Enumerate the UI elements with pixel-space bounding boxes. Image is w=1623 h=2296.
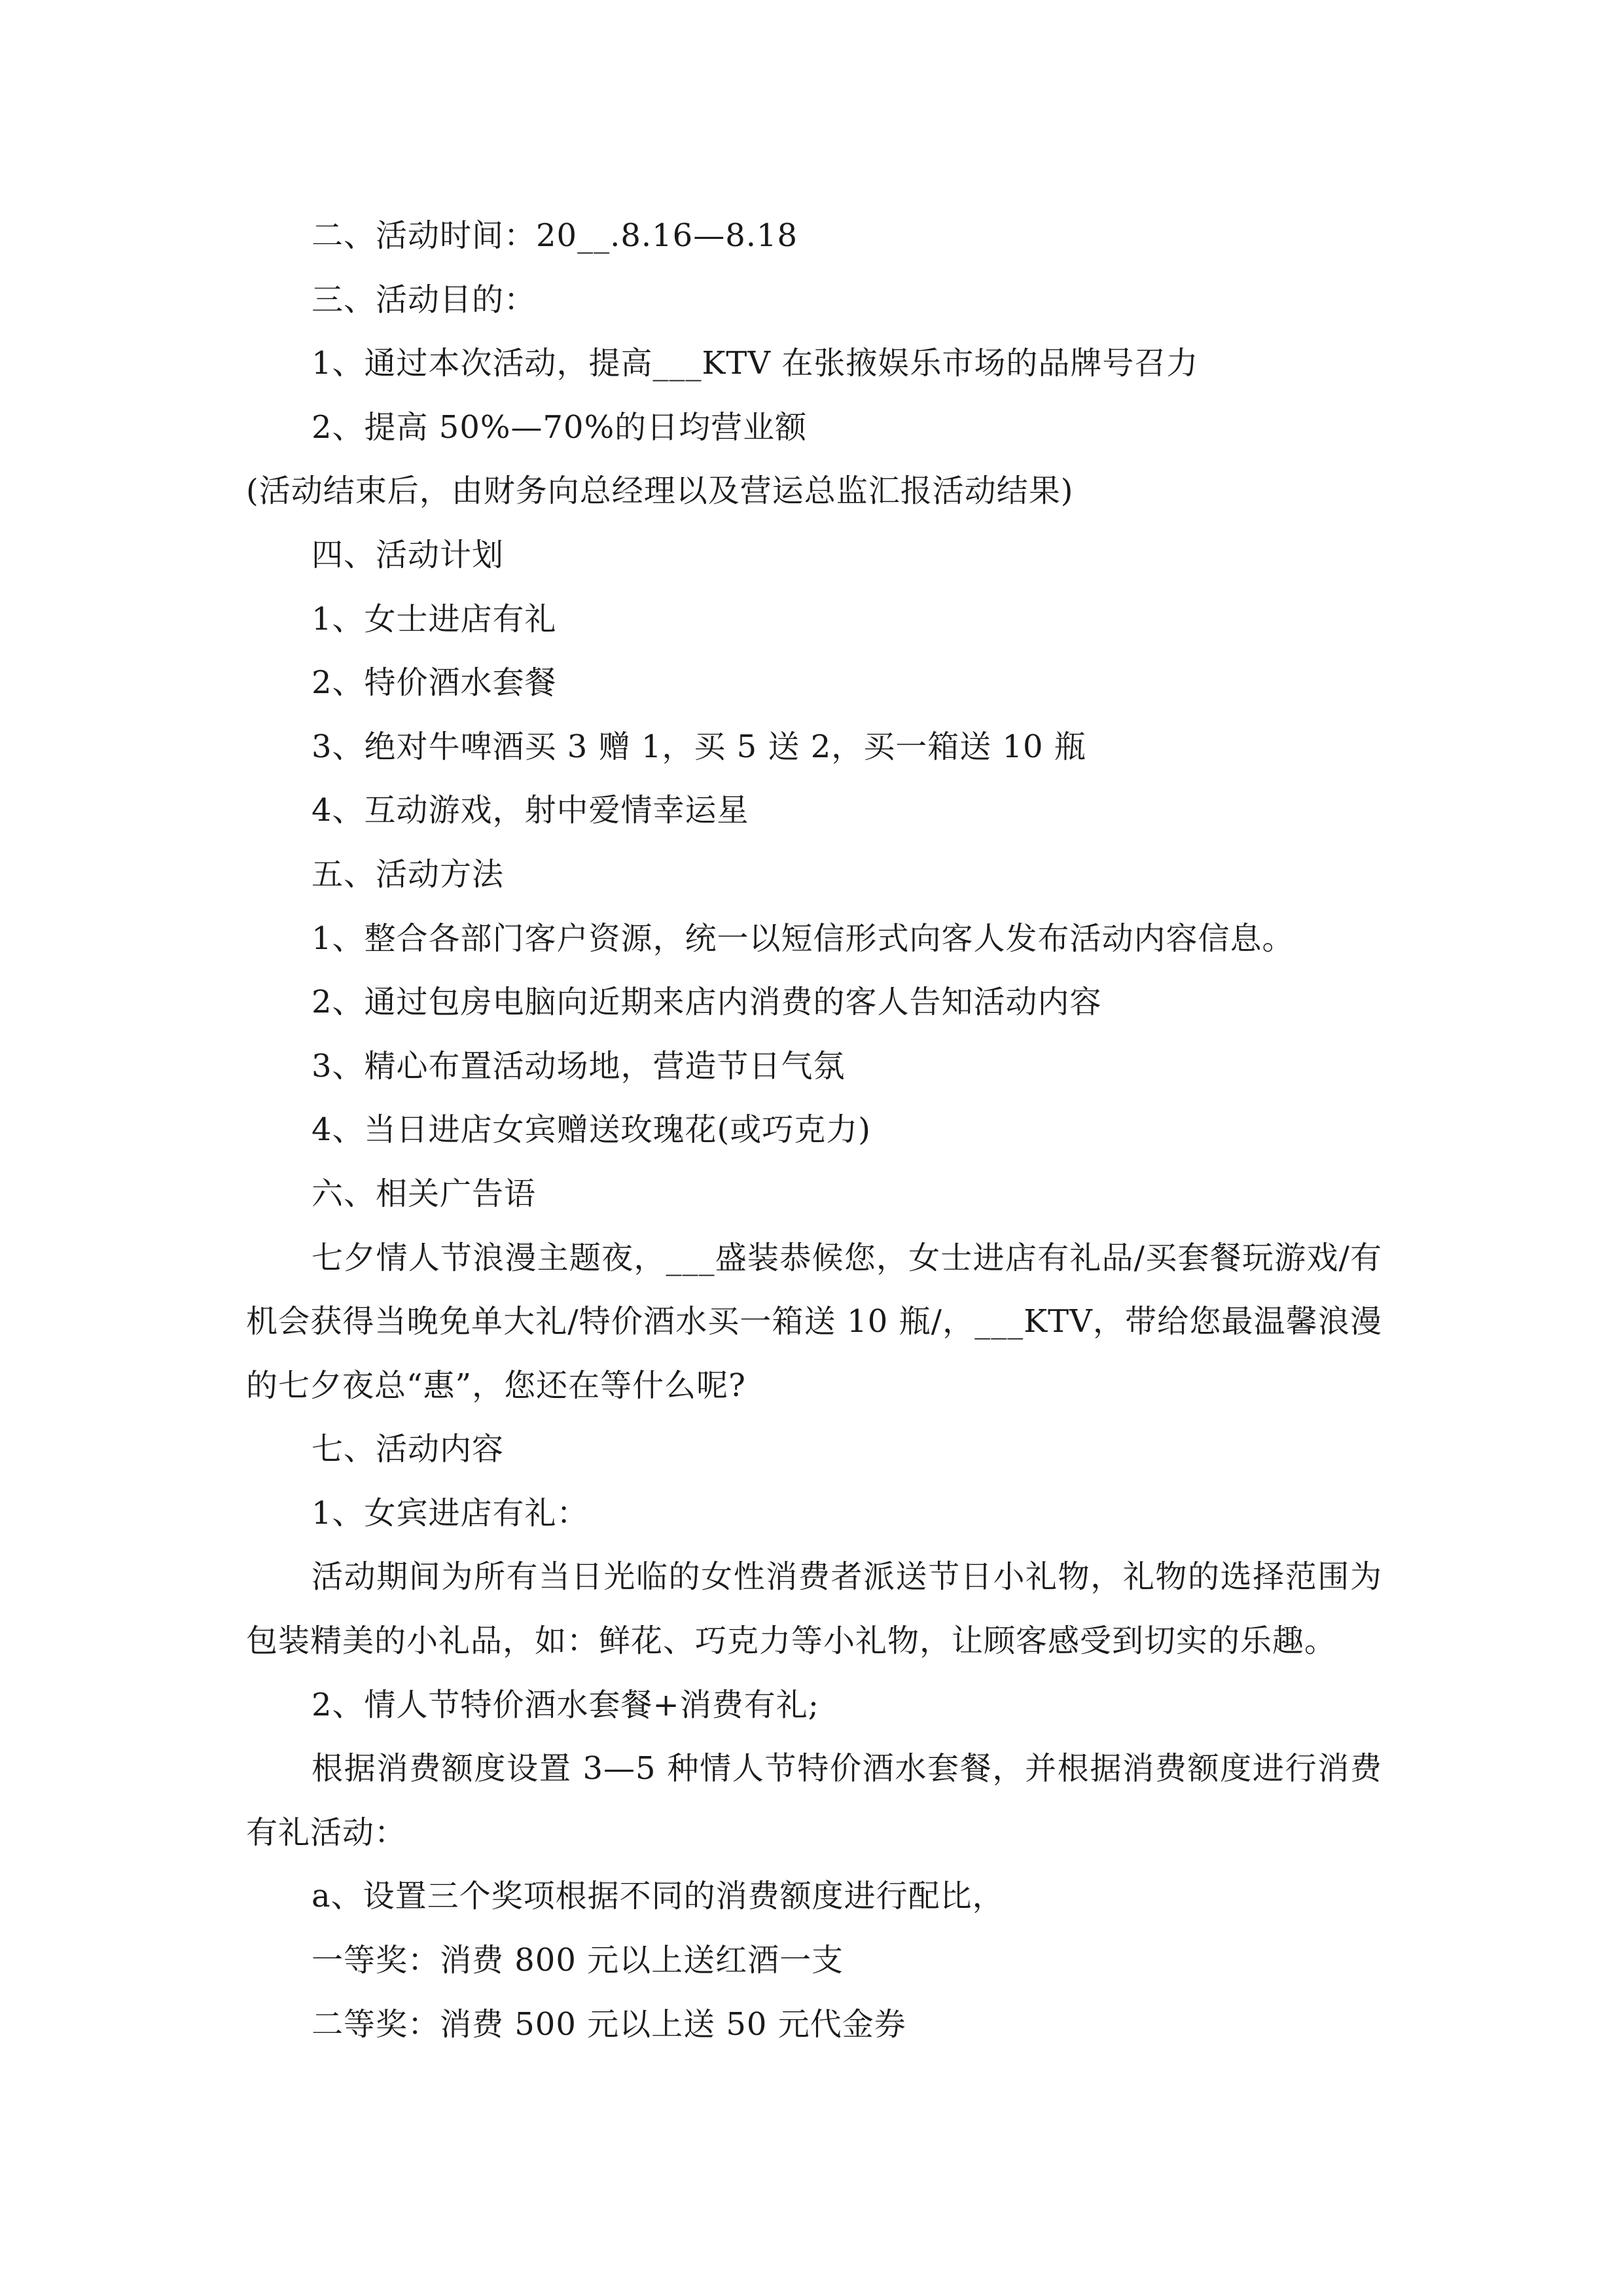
content-item-2-paragraph: 根据消费额度设置 3—5 种情人节特价酒水套餐，并根据消费额度进行消费有礼活动： (246, 1750, 1382, 1851)
content-item-a: a、设置三个奖项根据不同的消费额度进行配比， (312, 1878, 1005, 1915)
method-item-1: 1、整合各部门客户资源，统一以短信形式向客人发布活动内容信息。 (312, 920, 1294, 957)
content-item-1-heading: 1、女宾进店有礼： (312, 1494, 589, 1532)
section5-heading: 五、活动方法 (312, 855, 505, 893)
section4-heading: 四、活动计划 (312, 536, 505, 573)
section6-heading: 六、相关广告语 (312, 1175, 537, 1212)
method-item-4: 4、当日进店女宾赠送玫瑰花(或巧克力) (312, 1111, 871, 1149)
prize-second: 二等奖：消费 500 元以上送 50 元代金券 (312, 2005, 906, 2043)
ad-slogan-paragraph: 七夕情人节浪漫主题夜，___盛装恭候您，女士进店有礼品/买套餐玩游戏/有机会获得当晚免单大礼/特价酒水买一箱送 10 瓶/，___KTV，带给您最温馨浪漫的七夕夜总“惠”，您还在等什么呢? (246, 1239, 1382, 1404)
method-item-3: 3、精心布置活动场地，营造节日气氛 (312, 1047, 846, 1085)
document-body (246, 204, 1382, 2056)
goal-item-1: 1、通过本次活动，提高___KTV 在张掖娱乐市场的品牌号召力 (312, 345, 1199, 382)
plan-item-1: 1、女士进店有礼 (312, 600, 557, 637)
prize-first: 一等奖：消费 800 元以上送红酒一支 (312, 1942, 844, 1979)
method-item-2: 2、通过包房电脑向近期来店内消费的客人告知活动内容 (312, 984, 1102, 1021)
goal-item-2: 2、提高 50%—70%的日均营业额 (312, 408, 808, 446)
plan-item-3: 3、绝对牛啤酒买 3 赠 1，买 5 送 2，买一箱送 10 瓶 (312, 728, 1086, 765)
plan-item-2: 2、特价酒水套餐 (312, 664, 557, 702)
section2-heading: 二、活动时间：20__.8.16—8.18 (312, 217, 798, 254)
section3-heading: 三、活动目的： (312, 281, 537, 318)
content-item-2-heading: 2、情人节特价酒水套餐+消费有礼; (312, 1686, 819, 1723)
section7-heading: 七、活动内容 (312, 1431, 505, 1468)
content-item-1-paragraph: 活动期间为所有当日光临的女性消费者派送节日小礼物，礼物的选择范围为包装精美的小礼品，如：鲜花、巧克力等小礼物，让顾客感受到切实的乐趣。 (246, 1558, 1382, 1660)
goal-note: (活动结束后，由财务向总经理以及营运总监汇报活动结果) (246, 473, 1074, 510)
plan-item-4: 4、互动游戏，射中爱情幸运星 (312, 792, 749, 829)
